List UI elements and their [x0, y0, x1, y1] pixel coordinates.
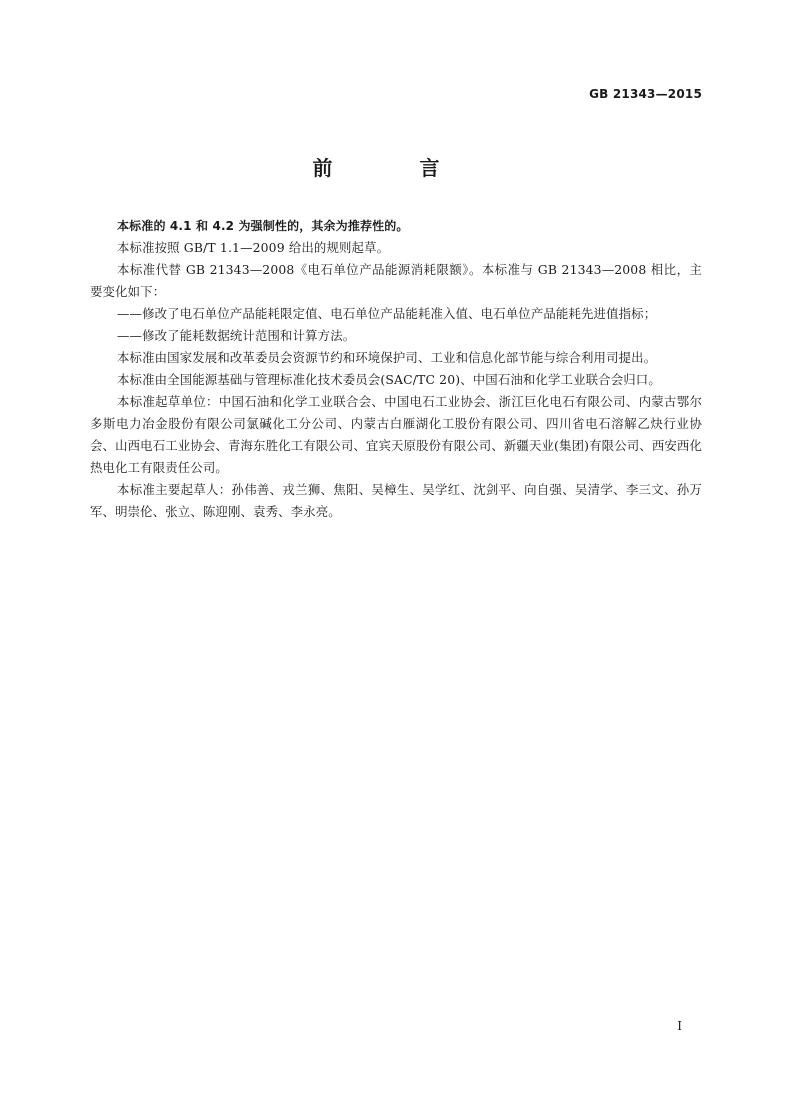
drafting-units-paragraph: 本标准起草单位：中国石油和化学工业联合会、中国电石工业协会、浙江巨化电石有限公司、内蒙古鄂尔多斯电力冶金股份有限公司氯碱化工分公司、内蒙古白雁湖化工股份有限公司、四川省电石溶解乙炔行业协会、山西电石工业协会、青海东胜化工有限公司、宜宾天原股份有限公司、新疆天业(集团)有限公司、西安西化热电化工有限责任公司。 [90, 394, 702, 475]
standard-code: GB 21343—2015 [589, 87, 702, 101]
replacement-paragraph: 本标准代替 GB 21343—2008《电石单位产品能源消耗限额》。本标准与 GB 21343—2008 相比，主要变化如下： [90, 262, 702, 299]
centralized-by-paragraph: 本标准由全国能源基础与管理标准化技术委员会(SAC/TC 20)、中国石油和化学工业联合会归口。 [117, 372, 661, 387]
mandatory-clause-paragraph: 本标准的 4.1 和 4.2 为强制性的，其余为推荐性的。 [117, 219, 409, 233]
proposer-paragraph: 本标准由国家发展和改革委员会资源节约和环境保护司、工业和信息化部节能与综合利用司提出。 [117, 350, 657, 365]
foreword-body [90, 215, 702, 523]
drafting-rules-paragraph: 本标准按照 GB/T 1.1—2009 给出的规则起草。 [117, 240, 390, 255]
drafters-paragraph: 本标准主要起草人：孙伟善、戎兰狮、焦阳、吴樟生、吴学红、沈剑平、向自强、吴清学、李三文、孙万军、明崇伦、张立、陈迎刚、袁秀、李永亮。 [90, 482, 702, 519]
change-item-1: ——修改了电石单位产品能耗限定值、电石单位产品能耗准入值、电石单位产品能耗先进值指标； [117, 306, 657, 321]
page-title: 前 言 [312, 156, 480, 180]
change-item-2: ——修改了能耗数据统计范围和计算方法。 [117, 328, 356, 343]
page-number: I [677, 1019, 682, 1033]
